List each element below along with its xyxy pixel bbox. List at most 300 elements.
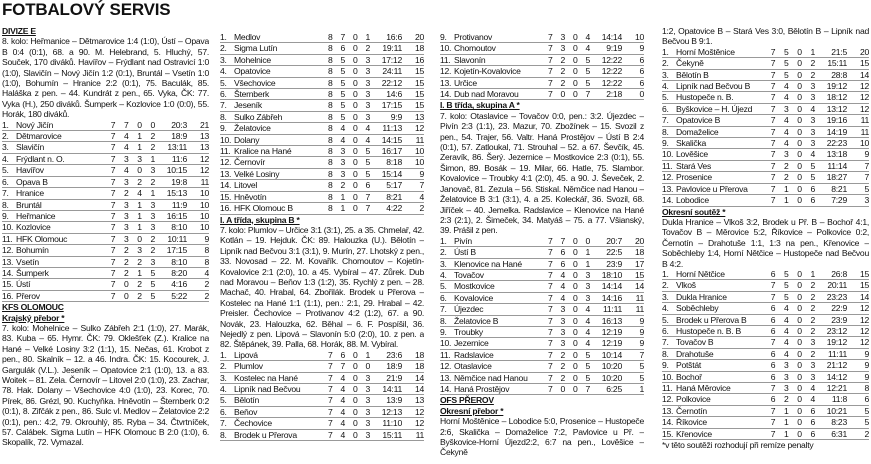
team-name: Medlov: [234, 32, 261, 42]
table-cell: 0: [123, 290, 129, 301]
team-name: HFK Olomouc: [16, 233, 68, 244]
table-cell: 5: [150, 279, 155, 290]
table-cell: 3: [123, 199, 129, 210]
table-cell: 4: [783, 303, 789, 314]
table-row: [662, 325, 869, 336]
table-cell: 20: [634, 235, 644, 246]
table-cell: 10.: [440, 338, 452, 349]
table-cell: 13.: [440, 77, 452, 88]
table-cell: 14:14: [601, 281, 622, 292]
table-cell: 12.: [662, 172, 674, 183]
table-cell: 0: [797, 417, 802, 428]
table-cell: 21:12: [826, 360, 847, 371]
op-standings-table: [662, 47, 869, 207]
table-cell: 7.: [662, 115, 669, 126]
table-cell: 7: [770, 46, 776, 57]
team-name: Bruntál: [16, 199, 42, 210]
table-cell: 20: [859, 46, 869, 57]
table-cell: 2: [137, 176, 142, 187]
team-name: Vsetín: [16, 256, 39, 267]
table-cell: 7:29: [831, 195, 847, 206]
table-cell: 0: [572, 326, 578, 337]
table-cell: 7: [770, 160, 776, 171]
table-cell: 3: [783, 103, 789, 114]
table-row: [440, 384, 644, 395]
team-name: Opava B: [16, 176, 48, 187]
table-row: [662, 195, 869, 206]
table-cell: 4: [585, 338, 590, 349]
table-cell: 7: [365, 203, 370, 214]
column-1: [2, 26, 209, 462]
table-cell: 12.: [440, 66, 452, 77]
table-cell: 3: [150, 165, 155, 176]
table-cell: 5.: [2, 165, 9, 176]
table-cell: 21:5: [831, 46, 847, 57]
table-cell: 12.: [662, 394, 674, 405]
table-cell: 7: [547, 247, 553, 258]
table-cell: 5: [783, 268, 789, 279]
table-row: [662, 405, 869, 416]
table-cell: 7: [547, 281, 553, 292]
table-cell: 1: [783, 405, 789, 416]
table-row: [2, 131, 209, 142]
team-name: Šumperk: [16, 267, 49, 278]
table-cell: 0: [572, 315, 578, 326]
table-cell: 14:16: [601, 292, 622, 303]
team-name: Kostelec na Hané: [234, 372, 298, 383]
table-row: [220, 100, 424, 111]
table-cell: 8: [327, 146, 333, 157]
table-cell: 0: [352, 384, 358, 394]
table-cell: 3: [365, 395, 370, 406]
table-cell: 3: [810, 371, 815, 382]
table-cell: 0: [797, 149, 802, 160]
table-cell: 7: [547, 43, 553, 54]
table-cell: 3: [585, 269, 590, 280]
table-cell: 8: [327, 157, 333, 168]
table-cell: 10.: [662, 149, 674, 160]
table-cell: 1: [137, 142, 142, 153]
table-cell: 4:22: [386, 203, 402, 214]
team-name: Brodek u Přerova: [234, 429, 297, 440]
table-row: [662, 103, 869, 114]
table-cell: 2: [204, 290, 209, 301]
table-cell: 12: [414, 418, 424, 429]
team-name: Haná Prostějov: [454, 384, 510, 394]
table-cell: 8: [327, 43, 333, 54]
table-cell: 0: [797, 428, 802, 439]
table-cell: 5: [340, 54, 345, 65]
table-row: [2, 256, 209, 267]
table-cell: 3: [864, 195, 869, 206]
team-name: Mostkovice: [454, 281, 495, 292]
table-row: [220, 350, 424, 361]
table-row: [220, 123, 424, 134]
table-cell: 12: [859, 325, 869, 336]
table-cell: 15.: [220, 191, 232, 202]
table-cell: 0: [352, 361, 358, 372]
table-cell: 7.: [220, 100, 227, 111]
table-cell: 0: [572, 247, 578, 258]
table-row: [440, 77, 644, 88]
table-row: [440, 32, 644, 43]
table-cell: 2: [810, 69, 815, 80]
table-cell: 7: [639, 349, 644, 360]
table-row: [662, 360, 869, 371]
table-cell: 3: [365, 77, 370, 88]
table-row: [2, 188, 209, 199]
table-cell: 1: [137, 210, 142, 221]
table-row: [662, 269, 869, 280]
table-cell: 4: [783, 126, 789, 137]
table-cell: 7: [547, 32, 553, 42]
table-cell: 19:11: [382, 43, 402, 54]
table-cell: 4: [340, 418, 345, 429]
table-row: [2, 210, 209, 221]
table-cell: 15.: [2, 279, 14, 290]
table-cell: 5: [585, 372, 590, 383]
table-cell: 14.: [2, 267, 14, 278]
table-cell: 7: [547, 315, 553, 326]
table-cell: 4: [560, 281, 565, 292]
table-row: [440, 247, 644, 258]
table-cell: 7: [585, 89, 590, 100]
table-cell: 0: [572, 77, 578, 88]
table-cell: 18:10: [601, 269, 622, 280]
table-cell: 8:20: [171, 267, 187, 278]
table-cell: 7: [770, 405, 776, 416]
table-cell: 8: [327, 32, 333, 42]
table-cell: 15: [414, 100, 424, 111]
table-cell: 5: [150, 267, 155, 278]
table-cell: 8: [864, 383, 869, 393]
table-cell: 3: [123, 233, 129, 244]
table-cell: 11:14: [827, 160, 847, 171]
table-cell: 0: [572, 66, 578, 77]
table-cell: 5: [810, 160, 815, 171]
table-cell: 0: [797, 371, 802, 382]
table-cell: 7: [110, 131, 116, 142]
table-cell: 2: [150, 131, 155, 142]
table-cell: 13: [414, 395, 424, 406]
table-cell: 3: [810, 337, 815, 348]
table-cell: 0: [352, 123, 358, 134]
table-cell: 6.: [662, 103, 669, 114]
table-cell: 0: [365, 361, 370, 372]
table-cell: 11: [415, 429, 424, 440]
table-cell: 9.: [440, 326, 447, 337]
table-cell: 8: [327, 168, 333, 179]
table-cell: 0: [352, 111, 358, 122]
table-cell: 13.: [662, 405, 674, 416]
table-cell: 10: [199, 222, 209, 233]
table-cell: 7: [547, 361, 553, 372]
table-cell: 24:11: [382, 66, 402, 77]
os-round-results: Dukla Hranice – Vlkoš 3:2, Brodek u Př. B – Bochoř 4:1, Tovačov B – Měrovice 5:2, Říkovice – Polkovice 0:2, Černotín – Drahotuše 1:1, 1:3 na pen., Křenovice – Soběchleby 1:4, Horní Nětčice – Hustopeče nad Bečvou B 4:2.: [662, 216, 869, 269]
team-name: Dětmarovice: [16, 131, 62, 142]
table-cell: 8: [204, 256, 209, 267]
table-cell: 7: [547, 349, 553, 360]
table-row: [662, 138, 869, 149]
table-cell: 3: [810, 81, 815, 92]
table-cell: 5:22: [171, 290, 187, 301]
table-cell: 14: [859, 69, 869, 80]
table-cell: 3: [365, 54, 370, 65]
table-cell: 7: [770, 92, 776, 103]
table-cell: 2: [123, 245, 129, 256]
table-cell: 5: [365, 146, 370, 157]
table-cell: 15.: [662, 428, 674, 439]
table-cell: 3: [150, 222, 155, 233]
table-cell: 9: [639, 315, 644, 326]
table-cell: 11:10: [382, 418, 402, 429]
table-row: [662, 314, 869, 325]
table-cell: 12: [859, 103, 869, 114]
table-row: [440, 43, 644, 54]
table-cell: 7: [110, 245, 116, 256]
group-b-standings-table: [220, 350, 424, 441]
table-cell: 1.: [2, 119, 9, 130]
table-cell: 13.: [662, 183, 674, 194]
table-cell: 1: [783, 428, 789, 439]
table-row: [2, 199, 209, 210]
table-cell: 4: [340, 384, 345, 394]
table-cell: 17:12: [381, 54, 402, 65]
table-cell: 7: [327, 418, 333, 429]
team-name: Tovačov B: [676, 337, 714, 348]
table-cell: 7: [327, 406, 333, 417]
table-cell: 17:15: [166, 245, 187, 256]
table-cell: 6:31: [831, 428, 847, 439]
table-cell: 4: [585, 43, 590, 54]
table-cell: 1: [810, 268, 815, 279]
table-cell: 0: [797, 268, 802, 279]
table-cell: 0: [797, 394, 802, 405]
table-row: [220, 395, 424, 406]
table-cell: 3.: [2, 142, 9, 153]
table-cell: 1.: [662, 46, 669, 57]
table-cell: 2: [864, 428, 869, 439]
table-cell: 7: [547, 258, 553, 269]
table-row: [440, 372, 644, 383]
table-cell: 5: [365, 168, 370, 179]
table-cell: 7: [770, 195, 776, 206]
table-row: [220, 203, 424, 214]
table-cell: 6: [770, 394, 776, 405]
table-cell: 6: [810, 428, 815, 439]
table-cell: 3: [150, 199, 155, 210]
table-cell: 4.: [220, 384, 227, 394]
table-cell: 7: [110, 290, 116, 301]
table-cell: 3: [340, 157, 345, 168]
table-cell: 6: [365, 180, 370, 191]
table-cell: 6: [560, 258, 565, 269]
team-name: Černovír: [234, 157, 265, 168]
table-cell: 5: [365, 157, 370, 168]
table-cell: 3: [365, 372, 370, 383]
table-cell: 0: [797, 69, 802, 80]
table-row: [220, 77, 424, 88]
table-row: [2, 165, 209, 176]
table-cell: 0: [352, 168, 358, 179]
table-cell: 0: [572, 43, 578, 54]
table-cell: 1: [810, 46, 815, 57]
team-name: Všechovice: [234, 77, 276, 88]
table-row: [2, 142, 209, 153]
team-name: Lipová: [234, 349, 258, 360]
table-cell: 8: [327, 66, 333, 77]
table-cell: 1.: [220, 349, 227, 360]
table-cell: 23:23: [826, 291, 847, 302]
table-cell: 16:17: [381, 146, 402, 157]
table-cell: 10:11: [167, 233, 187, 244]
table-cell: 23:12: [826, 325, 847, 336]
table-cell: 19:16: [826, 115, 847, 126]
table-cell: 3: [560, 326, 565, 337]
table-cell: 4: [783, 115, 789, 126]
team-name: Opatovice: [234, 66, 271, 77]
table-cell: 7: [327, 349, 333, 360]
table-cell: 0: [797, 81, 802, 92]
table-cell: 6: [639, 66, 644, 77]
team-name: Jeseník: [234, 100, 262, 111]
table-cell: 0: [797, 58, 802, 69]
table-cell: 3: [810, 360, 815, 371]
table-cell: 3: [365, 89, 370, 100]
table-cell: 10:21: [826, 405, 847, 416]
table-cell: 5: [783, 69, 789, 80]
table-cell: 9: [639, 326, 644, 337]
table-cell: 7: [110, 199, 116, 210]
table-cell: 0: [352, 191, 358, 202]
table-cell: 7: [547, 77, 553, 88]
table-row: [662, 149, 869, 160]
team-name: HFK Olomouc B: [234, 203, 293, 214]
table-cell: 0: [585, 235, 590, 246]
table-cell: 0: [797, 183, 802, 194]
table-cell: 6: [864, 394, 869, 405]
table-cell: 15:13: [166, 188, 187, 199]
table-cell: 15:14: [381, 168, 402, 179]
table-cell: 0: [797, 314, 802, 325]
table-cell: 0: [560, 384, 565, 394]
table-cell: 0: [352, 418, 358, 429]
table-cell: 6.: [2, 176, 9, 187]
table-row: [440, 236, 644, 247]
table-cell: 5.: [220, 395, 227, 406]
table-cell: 12: [414, 123, 424, 134]
table-row: [440, 281, 644, 292]
table-cell: 4: [204, 267, 209, 278]
team-name: Sulko Zábřeh: [234, 111, 283, 122]
table-cell: 0: [352, 134, 358, 145]
table-cell: 3: [585, 292, 590, 303]
table-cell: 0: [352, 372, 358, 383]
table-row: [440, 315, 644, 326]
table-cell: 16.: [220, 203, 232, 214]
table-cell: 12: [859, 303, 869, 314]
team-name: Kralice na Hané: [234, 146, 292, 157]
table-cell: 7: [864, 172, 869, 183]
table-cell: 0: [572, 338, 578, 349]
team-name: Soběchleby: [676, 303, 719, 314]
table-cell: 5.: [662, 92, 669, 103]
table-cell: 4: [340, 395, 345, 406]
table-cell: 0: [797, 405, 802, 416]
kfs-heading: KFS OLOMOUC: [2, 302, 64, 313]
table-cell: 12: [199, 165, 209, 176]
table-cell: 4: [783, 92, 789, 103]
table-cell: 15: [859, 280, 869, 291]
table-cell: 3: [365, 384, 370, 394]
table-cell: 7: [123, 119, 129, 130]
table-cell: 2: [560, 77, 565, 88]
table-cell: 19:12: [826, 81, 847, 92]
table-cell: 20: [414, 32, 424, 42]
table-cell: 15: [414, 66, 424, 77]
table-cell: 8: [327, 123, 333, 134]
table-cell: 8.: [2, 199, 9, 210]
table-cell: 0: [572, 258, 578, 269]
table-cell: 3.: [220, 54, 227, 65]
table-cell: 3: [123, 222, 129, 233]
table-cell: 7: [770, 69, 776, 80]
table-cell: 0: [352, 157, 358, 168]
table-cell: 3: [783, 360, 789, 371]
table-row: [662, 115, 869, 126]
table-cell: 11.: [662, 160, 673, 171]
table-cell: 2: [137, 279, 142, 290]
table-cell: 0: [572, 235, 578, 246]
table-cell: 11:6: [171, 153, 187, 164]
table-cell: 4: [340, 134, 345, 145]
team-name: Kojetín-Kovalovice: [454, 66, 521, 77]
table-cell: 8:10: [171, 222, 187, 233]
table-cell: 7: [770, 280, 776, 291]
table-cell: 6: [770, 314, 776, 325]
table-cell: 6: [770, 268, 776, 279]
table-cell: 1: [585, 247, 590, 258]
team-name: Jezernice: [454, 338, 489, 349]
team-name: Prosenice: [676, 172, 712, 183]
table-cell: 10: [414, 157, 424, 168]
team-name: Frýdlant n. O.: [16, 153, 65, 164]
table-cell: 9: [864, 348, 869, 359]
table-cell: 3: [365, 66, 370, 77]
table-cell: 4: [810, 394, 815, 405]
table-cell: 0: [352, 66, 358, 77]
table-cell: 5: [585, 77, 590, 88]
table-cell: 6: [340, 349, 345, 360]
table-cell: 7: [770, 126, 776, 137]
table-cell: 14: [859, 291, 869, 302]
table-cell: 5: [585, 349, 590, 360]
table-cell: 2.: [220, 361, 227, 372]
division-heading: DIVIZE E: [2, 26, 36, 36]
table-cell: 9:19: [606, 43, 622, 54]
table-cell: 3: [365, 111, 370, 122]
table-cell: 5: [639, 361, 644, 372]
table-row: [662, 280, 869, 291]
table-cell: 6: [810, 195, 815, 206]
team-name: Slavonín: [454, 54, 486, 65]
table-cell: 2.: [662, 58, 669, 69]
table-row: [440, 258, 644, 269]
table-cell: 2: [783, 160, 789, 171]
table-cell: 5: [150, 290, 155, 301]
table-cell: 13:18: [826, 149, 847, 160]
table-row: [662, 47, 869, 58]
